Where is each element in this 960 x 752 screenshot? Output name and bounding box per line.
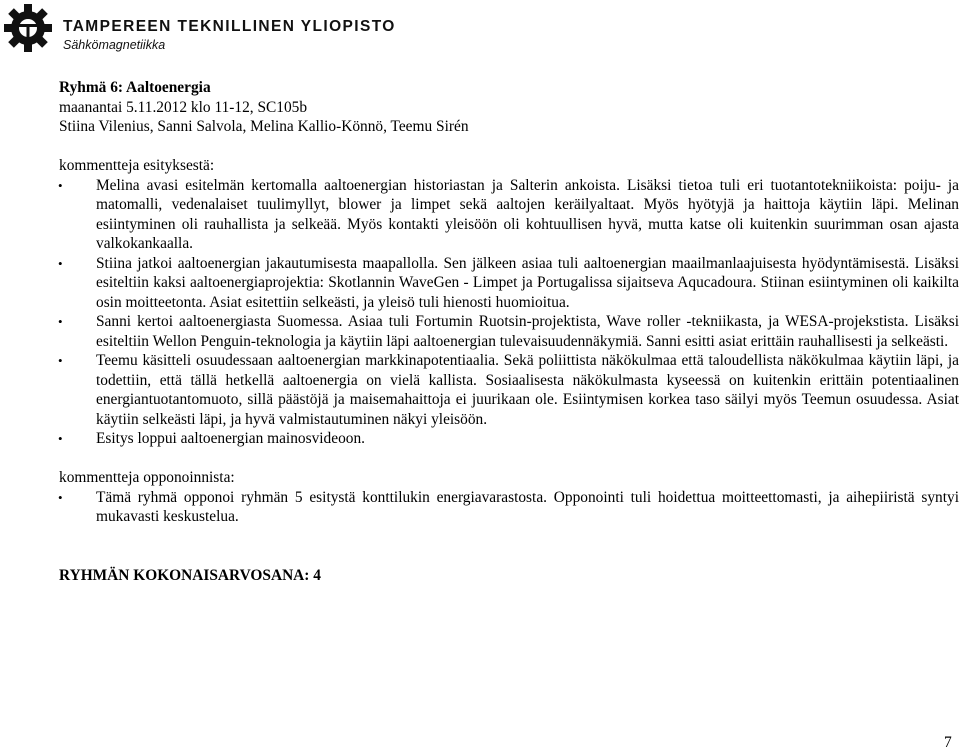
bullet-icon: •: [58, 489, 63, 505]
list-item: • Melina avasi esitelmän kertomalla aaltoenergian historiastan ja Salterin ankoista. Lisäksi tietoa tuli eri tuotantotekniikoista: poiju- ja matomalli, vedenalaiset tuulimyllyt, blower ja limpet sekä aaltojen keräilyaltaat. Myös hyötyjä ja haittoja käytiin läpi. Melinan esiintyminen oli rauhallista ja selkeää. Myös kontakti yleisöön oli kohtuullisen hyvä, mutta katse oli kuitenkin suurimman osan ajasta valkokankaalla.: [58, 176, 959, 252]
list-item: • Teemu käsitteli osuudessaan aaltoenergian markkinapotentiaalia. Sekä poliittista näkökulmaa että taloudellista näkökulmaa käytiin läpi, ja todettiin, että tällä hetkellä aaltoenergia on vielä kallista. Sosiaalisesta näkökulmasta kyseessä on kuitenkin erittäin potentiaalinen energiantuotantomuoto, sillä päästöjä ja maisemahaittoja ei juurikaan ole. Esiintymisen korkea taso säilyi myös Teemun osuudessa. Asiat käytiin selkeästi läpi, ja hyvä valmistautuminen näkyi yleisöön.: [58, 352, 959, 428]
meeting-datetime: maanantai 5.11.2012 klo 11-12, SC105b: [59, 98, 308, 116]
list-item: • Stiina jatkoi aaltoenergian jakautumisesta maapallolla. Sen jälkeen asiaa tuli aaltoenergian maailmanlaajuisesta hyödyntämisestä. Lisäksi esiteltiin kaksi aaltoenergiaprojektia: Skotlannin WaveGen - Limpet ja Portugalissa sijaitseva Aqucadoura. Stiinan esiintyminen oli kaikilta osin moitteetonta. Asiat esitettiin selkeästi, ja yleisö tuli hienosti huomioitua.: [58, 254, 959, 311]
group-authors: Stiina Vilenius, Sanni Salvola, Melina Kallio-Könnö, Teemu Sirén: [59, 118, 469, 135]
university-name: TAMPEREEN TEKNILLINEN YLIOPISTO: [63, 18, 396, 35]
list-item: • Sanni kertoi aaltoenergiasta Suomessa. Asiaa tuli Fortumin Ruotsin-projektista, Wave roller -tekniikasta, ja WESA-projekstista. Lisäksi esiteltiin Wellon Penguin-teknologia ja käytiin läpi aaltoenergian tulevaisuudennäkymiä. Sanni esitti asiat erittäin rauhallisesti ja selkeästi.: [58, 313, 959, 350]
department-name: Sähkömagnetiikka: [63, 38, 166, 52]
bullet-icon: •: [58, 353, 63, 368]
opponent-comments-list: [59, 488, 959, 527]
presentation-comments-list: [59, 176, 959, 449]
bullet-icon: •: [58, 431, 63, 446]
list-item: • Tämä ryhmä opponoi ryhmän 5 esitystä konttilukin energiavarastosta. Opponointi tuli hoidettua moitteettomasti, ja aihepiiristä syntyi mukavasti keskustelua.: [58, 488, 959, 525]
overall-grade: RYHMÄN KOKONAISARVOSANA: 4: [59, 566, 321, 584]
tut-gear-logo-icon: [2, 2, 54, 54]
list-item: • Esitys loppui aaltoenergian mainosvideoon.: [58, 430, 366, 447]
document-body: [59, 78, 959, 585]
document-title: Ryhmä 6: Aaltoenergia: [59, 79, 211, 96]
bullet-icon: •: [58, 314, 63, 329]
page-number: 7: [944, 734, 952, 751]
bullet-icon: •: [58, 177, 63, 193]
opponent-comments-heading: kommentteja opponoinnista:: [59, 469, 235, 486]
page-header: [0, 0, 960, 60]
bullet-icon: •: [58, 255, 63, 271]
presentation-comments-heading: kommentteja esityksestä:: [59, 157, 215, 174]
